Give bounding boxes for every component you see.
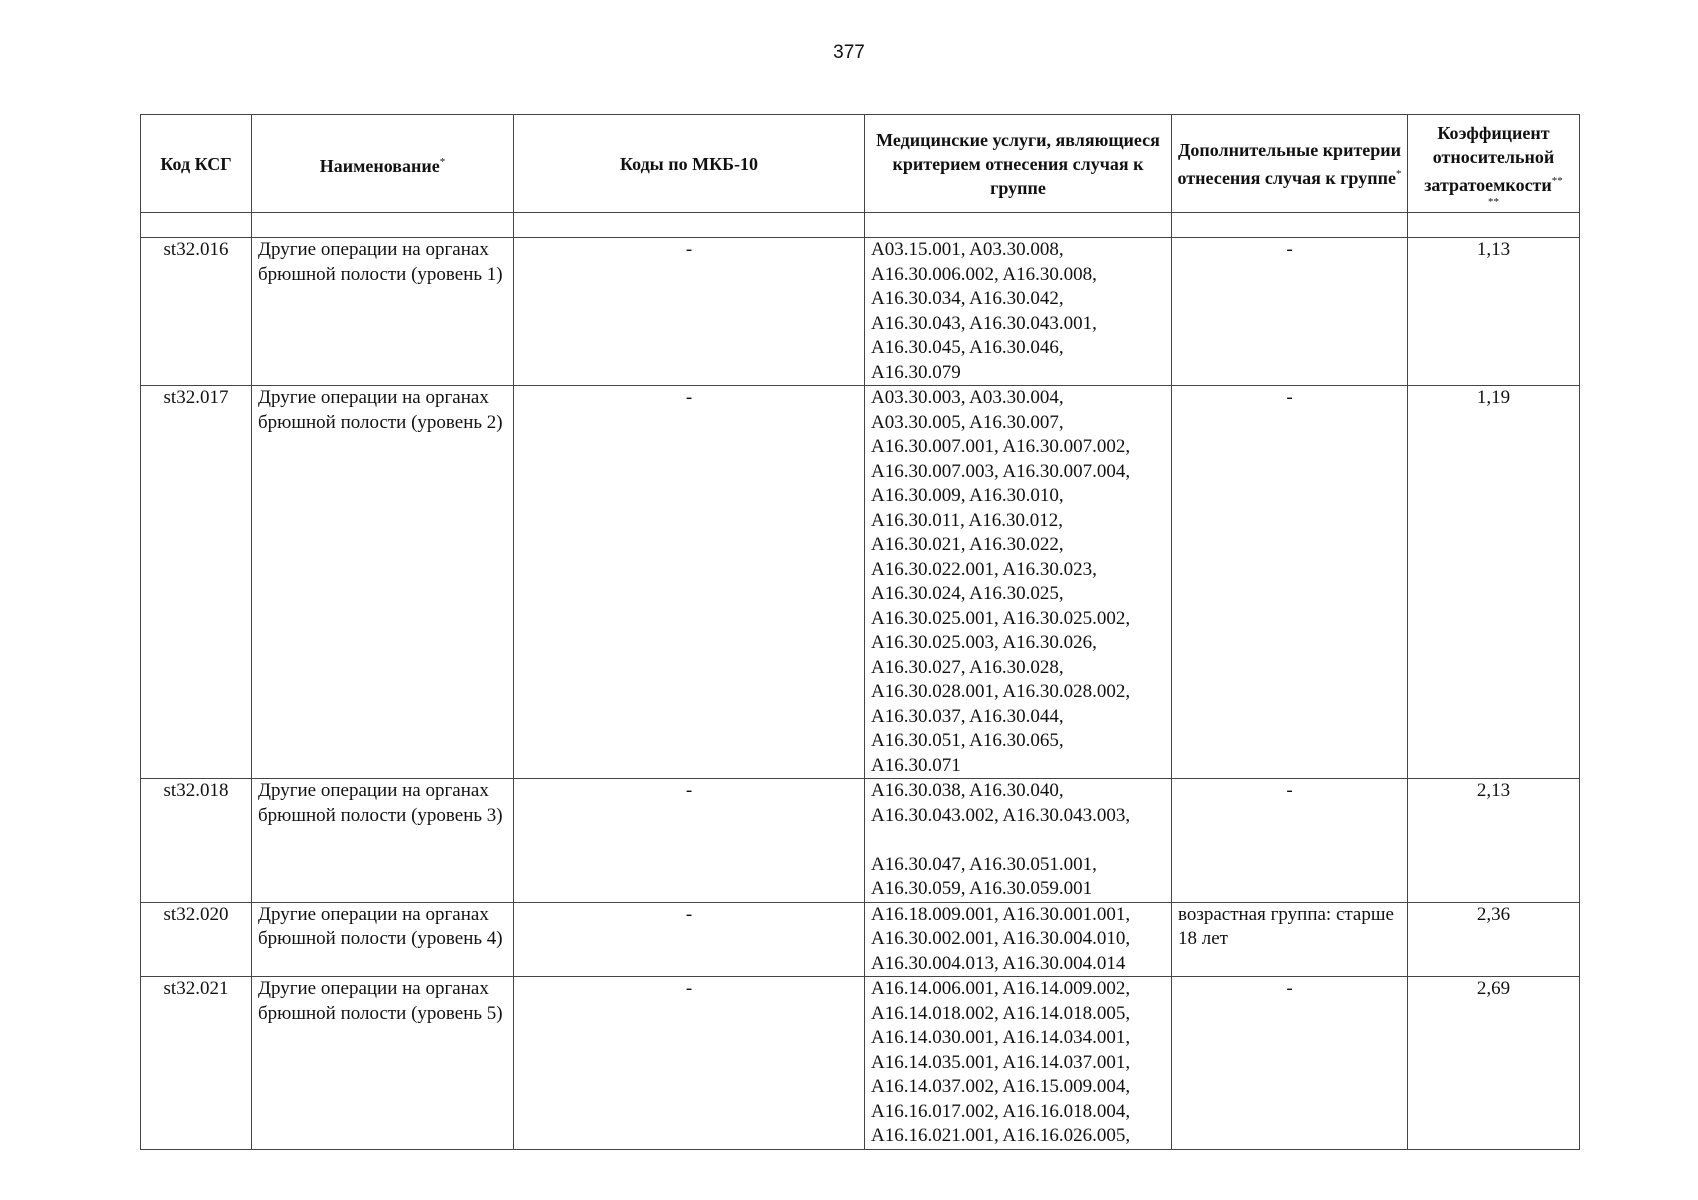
- cell-services: [865, 977, 1172, 1150]
- service-code-line: A16.14.037.002, A16.15.009.004,: [871, 1076, 1131, 1097]
- service-code-line: A16.14.018.002, A16.14.018.005,: [871, 1002, 1131, 1024]
- service-code-line: A16.30.007.003, A16.30.007.004,: [871, 460, 1131, 482]
- service-code-line: A16.30.004.013, A16.30.004.014: [871, 952, 1126, 974]
- cell-name: Другие операции на органах брюшной полости (уровень 1): [252, 238, 514, 386]
- header-row: [141, 115, 1580, 213]
- cell-criteria: -: [1172, 238, 1408, 386]
- cell-services: [865, 386, 1172, 779]
- service-code-line: A16.30.071: [871, 754, 961, 776]
- table-body: [141, 238, 1580, 1150]
- service-code-line: A16.30.027, A16.30.028,: [871, 656, 1064, 678]
- cell-coef: 1,19: [1408, 386, 1580, 779]
- cell-services: [865, 779, 1172, 903]
- cell-coef: 2,13: [1408, 779, 1580, 903]
- service-code-line: A16.30.024, A16.30.025,: [871, 583, 1064, 604]
- cell-name: Другие операции на органах брюшной полости (уровень 2): [252, 386, 514, 779]
- cell-code: st32.017: [141, 386, 252, 779]
- service-code-line: A03.15.001, A03.30.008,: [871, 239, 1064, 260]
- service-code-line: A16.30.047, A16.30.051.001,: [871, 853, 1097, 875]
- cell-criteria: возрастная группа: старше 18 лет: [1172, 902, 1408, 977]
- cell-code: st32.021: [141, 977, 252, 1150]
- service-code-line: A16.30.025.003, A16.30.026,: [871, 632, 1097, 653]
- cell-services: [865, 238, 1172, 386]
- service-code-line: A16.14.006.001, A16.14.009.002,: [871, 978, 1131, 999]
- cell-coef: 2,69: [1408, 977, 1580, 1150]
- cell-coef: 2,36: [1408, 902, 1580, 977]
- cell-icd: -: [514, 238, 865, 386]
- table-row: [141, 238, 1580, 386]
- cell-name: Другие операции на органах брюшной полости (уровень 3): [252, 779, 514, 903]
- service-code-line: [871, 828, 1165, 853]
- cell-criteria: -: [1172, 977, 1408, 1150]
- service-code-line: A16.30.022.001, A16.30.023,: [871, 558, 1097, 580]
- service-code-line: A16.14.030.001, A16.14.034.001,: [871, 1027, 1131, 1048]
- cell-icd: -: [514, 977, 865, 1150]
- table-row: [141, 779, 1580, 903]
- header-coef: Коэффициент относительной затратоемкости** **: [1408, 115, 1580, 213]
- service-code-line: A16.30.037, A16.30.044,: [871, 705, 1064, 727]
- table-row: [141, 977, 1580, 1150]
- service-code-line: A16.30.009, A16.30.010,: [871, 485, 1064, 506]
- service-code-line: A16.18.009.001, A16.30.001.001,: [871, 903, 1131, 925]
- spacer-row: [141, 213, 1580, 238]
- cell-icd: -: [514, 779, 865, 903]
- service-code-line: A16.30.051, A16.30.065,: [871, 730, 1064, 751]
- cell-criteria: -: [1172, 386, 1408, 779]
- service-code-line: A16.30.043.002, A16.30.043.003,: [871, 804, 1131, 826]
- footnote-mark: *: [439, 155, 446, 168]
- header-services: Медицинские услуги, являющиеся критерием отнесения случая к группе: [865, 115, 1172, 213]
- service-code-line: A16.30.006.002, A16.30.008,: [871, 263, 1097, 285]
- service-code-line: A03.30.005, A16.30.007,: [871, 411, 1064, 433]
- service-code-line: A16.30.007.001, A16.30.007.002,: [871, 436, 1131, 457]
- cell-coef: 1,13: [1408, 238, 1580, 386]
- cell-name: Другие операции на органах брюшной полости (уровень 4): [252, 902, 514, 977]
- service-code-line: A16.30.021, A16.30.022,: [871, 534, 1064, 555]
- service-code-line: A16.30.079: [871, 361, 961, 383]
- cell-code: st32.020: [141, 902, 252, 977]
- cell-services: [865, 902, 1172, 977]
- footnote-mark: **: [1488, 195, 1499, 208]
- page-number: 377: [833, 42, 865, 63]
- table-row: [141, 902, 1580, 977]
- cell-code: st32.018: [141, 779, 252, 903]
- service-code-line: A16.30.059, A16.30.059.001: [871, 878, 1093, 899]
- cell-icd: -: [514, 386, 865, 779]
- service-code-line: A16.30.038, A16.30.040,: [871, 780, 1064, 801]
- service-code-line: A16.30.045, A16.30.046,: [871, 337, 1064, 358]
- service-code-line: A16.30.025.001, A16.30.025.002,: [871, 607, 1131, 629]
- service-code-line: A16.30.028.001, A16.30.028.002,: [871, 681, 1131, 702]
- header-code: Код КСГ: [141, 115, 252, 213]
- cell-code: st32.016: [141, 238, 252, 386]
- service-code-line: A16.30.034, A16.30.042,: [871, 288, 1064, 309]
- service-code-line: A16.16.017.002, A16.16.018.004,: [871, 1100, 1131, 1122]
- table-row: [141, 386, 1580, 779]
- cell-icd: -: [514, 902, 865, 977]
- ksg-table: [140, 114, 1580, 1150]
- cell-name: Другие операции на органах брюшной полости (уровень 5): [252, 977, 514, 1150]
- cell-criteria: -: [1172, 779, 1408, 903]
- service-code-line: A16.30.011, A16.30.012,: [871, 509, 1063, 531]
- footnote-mark: *: [1395, 167, 1402, 180]
- header-icd: Коды по МКБ-10: [514, 115, 865, 213]
- service-code-line: A03.30.003, A03.30.004,: [871, 387, 1064, 408]
- footnote-mark: **: [1551, 174, 1563, 187]
- service-code-line: A16.30.043, A16.30.043.001,: [871, 312, 1097, 334]
- header-criteria: Дополнительные критерии отнесения случая к группе*: [1172, 115, 1408, 213]
- service-code-line: A16.30.002.001, A16.30.004.010,: [871, 928, 1131, 949]
- service-code-line: A16.16.021.001, A16.16.026.005,: [871, 1125, 1131, 1146]
- service-code-line: A16.14.035.001, A16.14.037.001,: [871, 1051, 1131, 1073]
- header-name: Наименование*: [252, 115, 514, 213]
